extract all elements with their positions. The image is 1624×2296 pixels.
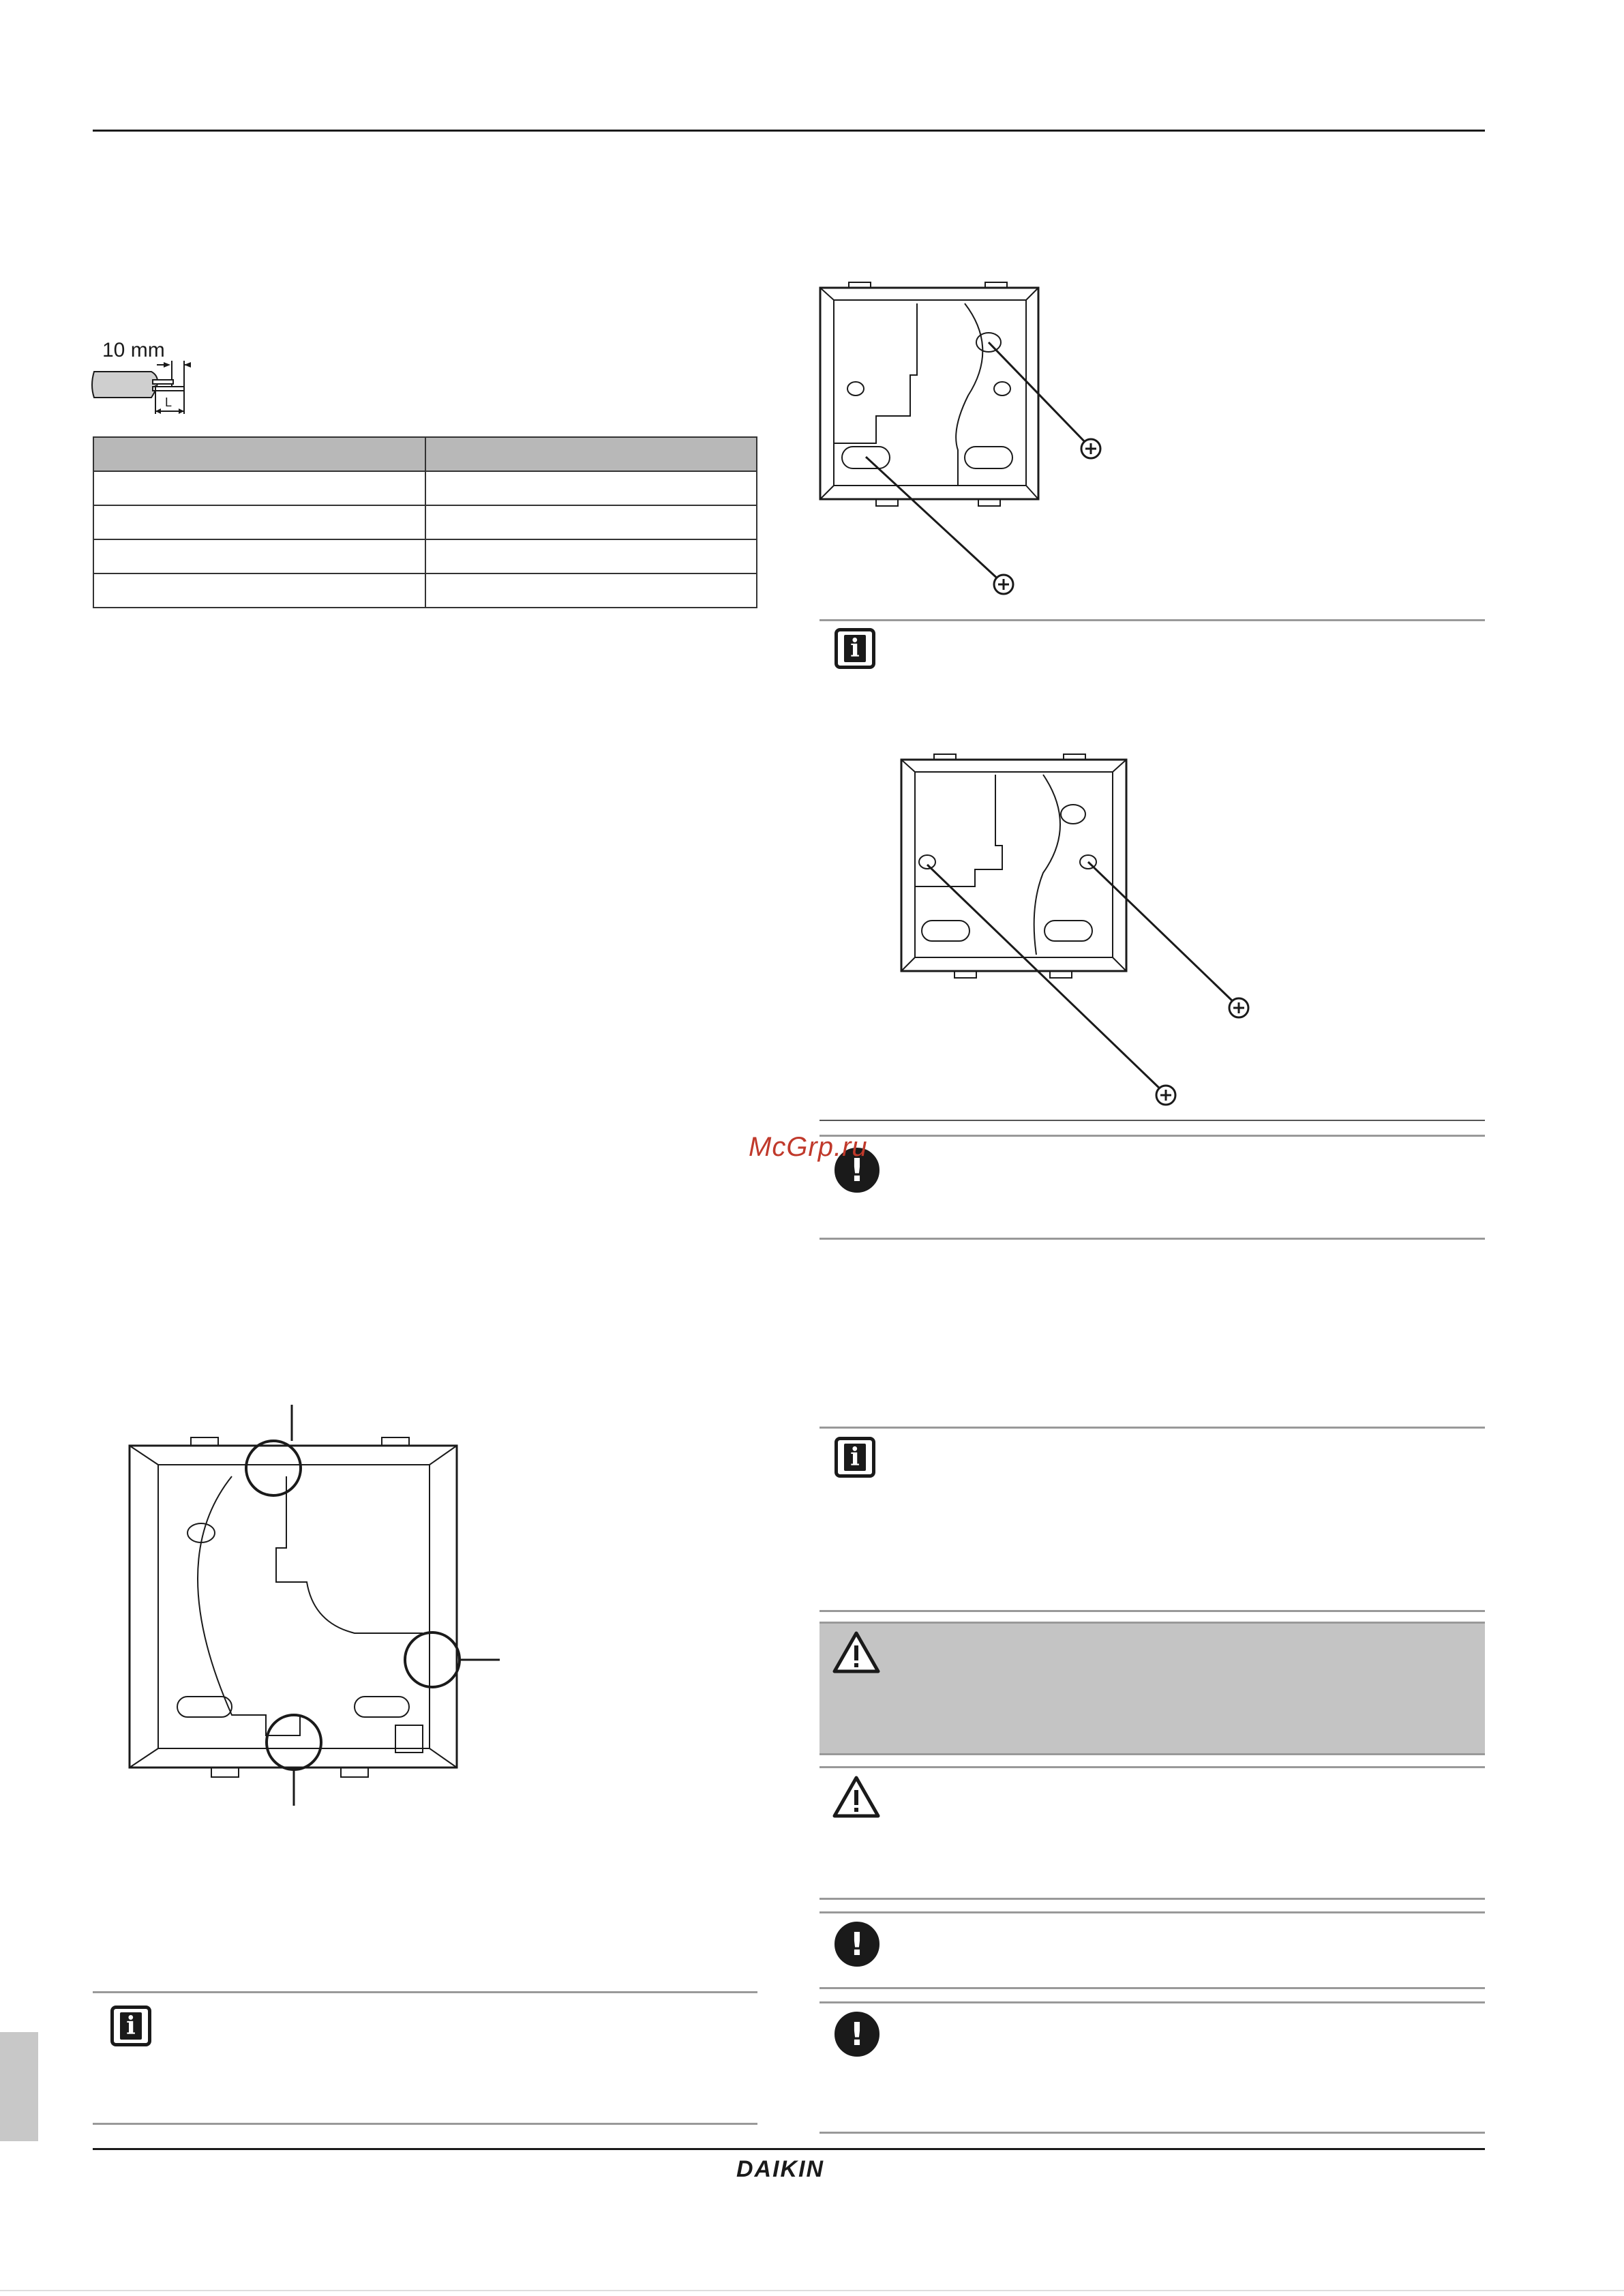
important-icon: ! xyxy=(834,1922,879,1967)
important-note-1 xyxy=(819,1135,1485,1240)
table-cell xyxy=(93,573,425,608)
footer-rule xyxy=(93,2148,1485,2150)
table-cell xyxy=(93,539,425,573)
table-row xyxy=(93,573,757,608)
table-cell xyxy=(93,437,425,471)
side-tab xyxy=(0,2032,38,2141)
bottom-stripe xyxy=(0,2290,1624,2291)
important-icon: ! xyxy=(834,1148,879,1193)
screw-mount-figure-1 xyxy=(815,280,1169,603)
table-cell xyxy=(425,505,757,539)
screw-mount-figure-2 xyxy=(893,750,1275,1118)
divider xyxy=(819,1120,1485,1121)
table-cell xyxy=(93,505,425,539)
knockout-plate-figure xyxy=(123,1398,505,1814)
info-icon: i xyxy=(834,1437,875,1478)
important-icon: ! xyxy=(834,2012,879,2057)
table-cell xyxy=(425,437,757,471)
table-cell xyxy=(425,471,757,505)
wire-strip-figure xyxy=(89,338,239,433)
important-note-2 xyxy=(819,1911,1485,1989)
info-note-2 xyxy=(819,1427,1485,1612)
daikin-logo: DAIKIN xyxy=(736,2156,825,2182)
header-rule xyxy=(93,130,1485,132)
important-note-3 xyxy=(819,2001,1485,2134)
wire-spec-table xyxy=(93,436,757,608)
table-cell xyxy=(93,471,425,505)
table-cell xyxy=(425,539,757,573)
strip-length-label: 10 mm xyxy=(102,339,165,361)
table-row xyxy=(93,539,757,573)
watermark: McGrp.ru xyxy=(749,1132,868,1162)
info-icon: i xyxy=(110,2006,151,2046)
warning-icon xyxy=(832,1775,881,1819)
warning-note-shaded xyxy=(819,1622,1485,1755)
left-info-note xyxy=(93,1991,757,2125)
table-cell xyxy=(425,573,757,608)
table-row xyxy=(93,505,757,539)
warning-icon xyxy=(832,1630,881,1674)
table-header-row xyxy=(93,437,757,471)
info-icon: i xyxy=(834,628,875,669)
warning-note xyxy=(819,1766,1485,1900)
table-row xyxy=(93,471,757,505)
dimension-l-label: L xyxy=(165,396,172,409)
